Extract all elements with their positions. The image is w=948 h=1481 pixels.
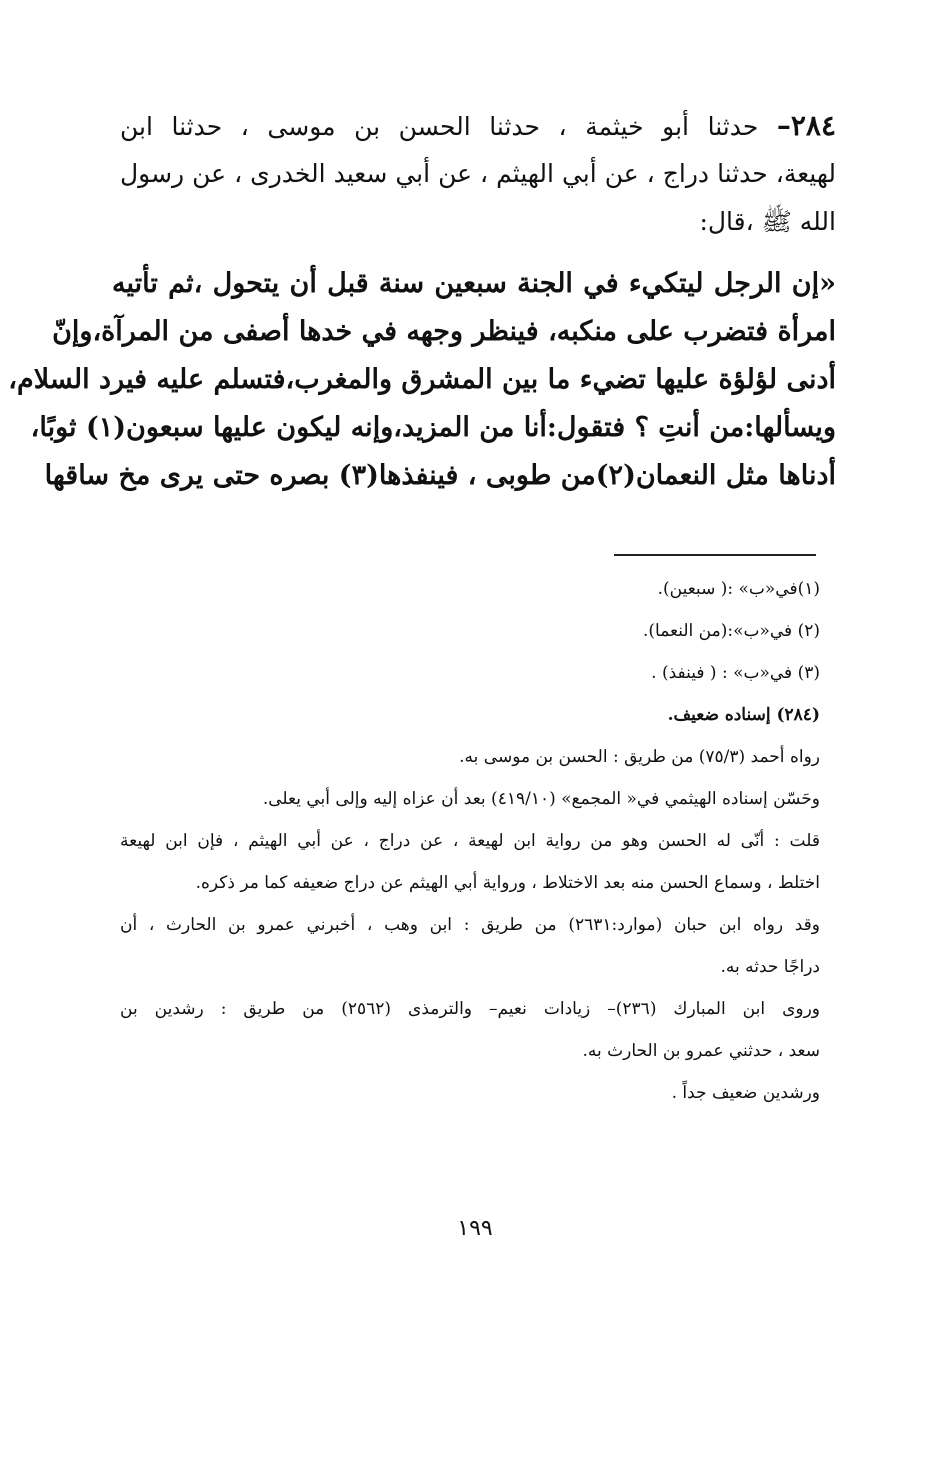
isnad-line-1: [120, 102, 836, 150]
matn-line-1: «إن الرجل ليتكيء في الجنة سبعين سنة قبل أن يتحول ،ثم تأتيه: [112, 268, 836, 299]
grading-note: (٢٨٤) إسناده ضعيف.: [667, 705, 820, 725]
takhrij-line-2: وحَسّن إسناده الهيثمي في« المجمع» (٤١٩/١٠) بعد أن عزاه إليه وإلى أبي يعلى.: [262, 789, 820, 809]
isnad-block: [120, 102, 836, 246]
footnotes-block: [120, 568, 820, 1114]
takhrij-line-5: وقد رواه ابن حبان (موارد:٢٦٣١) من طريق : ابن وهب ، أخبرني عمرو بن الحارث ، أن: [120, 915, 820, 935]
footnote-3: (٣) في«ب» : ( فينفذ) .: [651, 663, 820, 683]
footnote-1: (١)في«ب» :( سبعين).: [657, 579, 820, 599]
matn-line-2: امرأة فتضرب على منكبه، فينظر وجهه في خدها أصفى من المرآة،وإنّ: [52, 316, 836, 347]
takhrij-line-9: ورشدين ضعيف جداً .: [671, 1083, 820, 1103]
matn-line-5: أدناها مثل النعمان(٢)من طوبى ، فينفذها(٣) بصره حتى يرى مخ ساقها: [44, 460, 836, 491]
hadith-number: ٢٨٤–: [776, 109, 836, 142]
takhrij-line-1: رواه أحمد (٧٥/٣) من طريق : الحسن بن موسى به.: [459, 747, 820, 767]
takhrij-line-3: قلت : أنّى له الحسن وهو من رواية ابن لهيعة ، عن دراج ، عن أبي الهيثم ، فإن ابن لهيعة: [120, 831, 820, 851]
isnad-line-2: لهيعة، حدثنا دراج ، عن أبي الهيثم ، عن أبي سعيد الخدرى ، عن رسول: [120, 159, 836, 188]
footnote-separator: [614, 554, 816, 556]
matn-block: [8, 260, 836, 500]
takhrij-line-7: وروى ابن المبارك (٢٣٦)– زيادات نعيم– والترمذى (٢٥٦٢) من طريق : رشدين بن: [120, 999, 821, 1019]
takhrij-line-4: اختلط ، وسماع الحسن منه بعد الاختلاط ، ورواية أبي الهيثم عن دراج ضعيفه كما مر ذكره.: [195, 873, 820, 893]
matn-line-3: أدنى لؤلؤة عليها تضيء ما بين المشرق والمغرب،فتسلم عليه فيرد السلام،: [8, 364, 836, 395]
matn-line-4: ويسألها:من أنتِ ؟ فتقول:أنا من المزيد،وإنه ليكون عليها سبعون(١) ثوبًا،: [30, 412, 836, 443]
page-number: ١٩٩: [457, 1216, 493, 1241]
isnad-line-3: الله ﷺ ،قال:: [699, 207, 836, 236]
takhrij-line-6: دراجًا حدثه به.: [720, 957, 820, 977]
isnad-text-1: حدثنا أبو خيثمة ، حدثنا الحسن بن موسى ، حدثنا ابن: [120, 112, 759, 141]
takhrij-line-8: سعد ، حدثني عمرو بن الحارث به.: [582, 1041, 820, 1061]
footnote-2: (٢) في«ب»:(من النعما).: [642, 621, 820, 641]
